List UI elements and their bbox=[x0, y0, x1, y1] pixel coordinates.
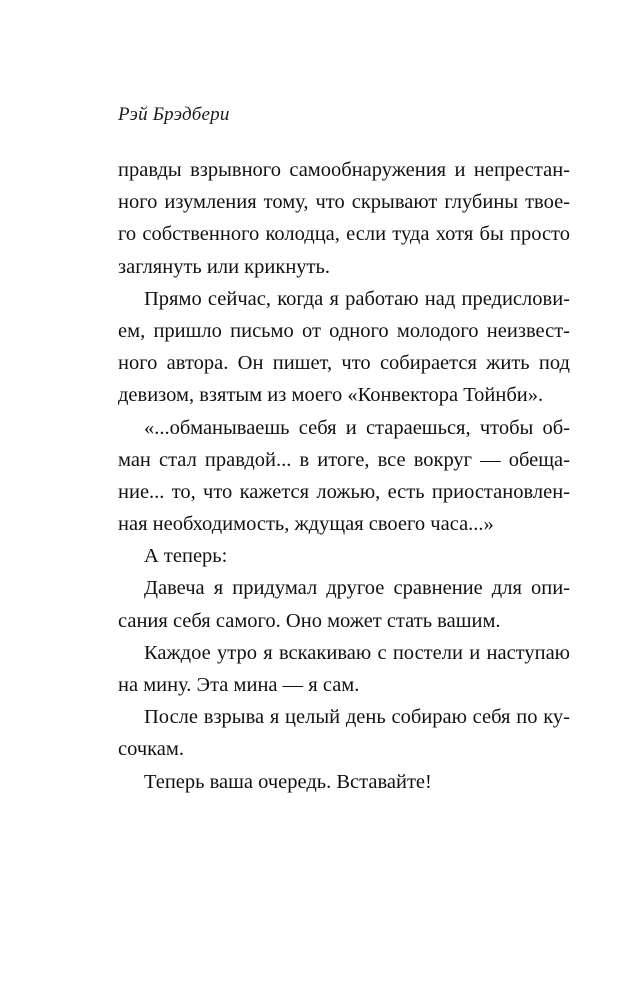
text-line: ем, пришло письмо от одного молодого неизвест- bbox=[118, 319, 570, 342]
text-line: сочкам. bbox=[118, 738, 184, 761]
text-line: ного автора. Он пишет, что собирается жить под bbox=[118, 352, 570, 375]
text-line: заглянуть или крикнуть. bbox=[118, 255, 330, 278]
text-line: Давеча я придумал другое сравнение для опи- bbox=[144, 577, 570, 600]
text-line: ная необходимость, ждущая своего часа...» bbox=[118, 513, 494, 536]
text-line: Теперь ваша очередь. Вставайте! bbox=[144, 770, 432, 793]
text-line: ман стал правдой... в итоге, все вокруг — обеща- bbox=[118, 448, 570, 471]
text-line: Каждое утро я вскакиваю с постели и наступаю bbox=[144, 641, 570, 664]
text-line: ние... то, что кажется ложью, есть приостановлен- bbox=[118, 480, 570, 503]
text-line: А теперь: bbox=[144, 545, 228, 568]
running-head-author: Рэй Брэдбери bbox=[118, 104, 230, 125]
text-line: «...обманываешь себя и стараешься, чтобы об- bbox=[144, 416, 570, 439]
text-line: го собственного колодца, если туда хотя бы просто bbox=[118, 223, 570, 246]
text-line: сания себя самого. Оно может стать вашим. bbox=[118, 609, 501, 632]
text-line: правды взрывного самообнаружения и непрестан- bbox=[118, 159, 570, 181]
text-line: После взрыва я целый день собираю себя по ку- bbox=[144, 706, 570, 729]
text-line: девизом, взятым из моего «Конвектора Тойнби». bbox=[118, 384, 544, 407]
text-line: ного изумления тому, что скрывают глубины твое- bbox=[118, 191, 570, 214]
body-text bbox=[118, 154, 570, 798]
text-line: Прямо сейчас, когда я работаю над предислови- bbox=[144, 287, 570, 310]
text-line: на мину. Эта мина — я сам. bbox=[118, 674, 360, 696]
